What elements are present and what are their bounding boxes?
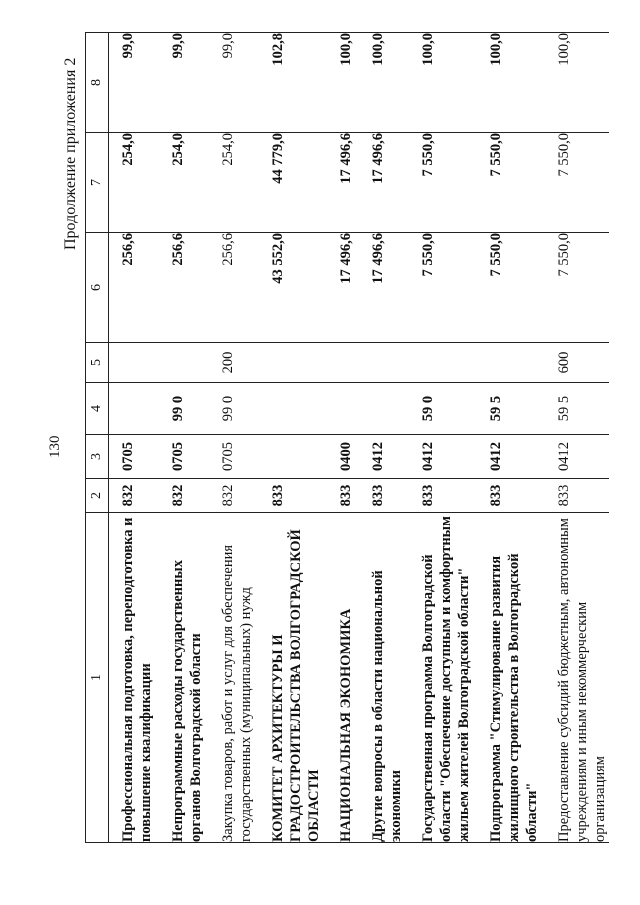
row-col-6: 256,6 — [159, 233, 209, 343]
row-col-6: 17 496,6 — [359, 233, 409, 343]
row-col-4 — [359, 383, 409, 435]
row-col-4 — [327, 383, 359, 435]
row-col-8: 99,0 — [109, 33, 160, 133]
row-col-7: 7 550,0 — [545, 133, 609, 233]
row-col-8: 100,0 — [359, 33, 409, 133]
row-col-4: 99 0 — [209, 383, 259, 435]
continuation-note: Продолжение приложения 2 — [62, 57, 79, 250]
row-name: Государственная программа Волгоградской области "Обеспечение доступным и комфортным жильем жителей Волгоградской области" — [409, 513, 477, 843]
row-col-4: 59 5 — [545, 383, 609, 435]
row-col-7: 7 550,0 — [477, 133, 545, 233]
row-col-2: 832 — [209, 479, 259, 513]
row-col-8: 99,0 — [209, 33, 259, 133]
row-col-4: 99 0 — [159, 383, 209, 435]
table-row — [477, 33, 545, 843]
row-col-7: 254,0 — [209, 133, 259, 233]
row-col-7: 44 779,0 — [259, 133, 327, 233]
col-header-7: 7 — [86, 133, 109, 233]
row-col-5 — [409, 343, 477, 383]
row-col-5: 200 — [209, 343, 259, 383]
row-col-8: 102,8 — [259, 33, 327, 133]
row-col-4 — [259, 383, 327, 435]
row-col-5: 600 — [545, 343, 609, 383]
row-col-6: 256,6 — [209, 233, 259, 343]
row-col-3: 0412 — [409, 435, 477, 479]
row-col-8: 100,0 — [545, 33, 609, 133]
table-row — [109, 33, 160, 843]
row-name: НАЦИОНАЛЬНАЯ ЭКОНОМИКА — [327, 513, 359, 843]
col-header-3: 3 — [86, 435, 109, 479]
row-col-6: 17 496,6 — [327, 233, 359, 343]
row-col-5 — [259, 343, 327, 383]
row-name: Другие вопросы в области национальной экономики — [359, 513, 409, 843]
col-header-5: 5 — [86, 343, 109, 383]
col-header-6: 6 — [86, 233, 109, 343]
row-col-5 — [159, 343, 209, 383]
row-col-2: 832 — [109, 479, 160, 513]
row-name: Предоставление субсидий бюджетным, автономным учреждениям и иным некоммерческим организациям — [545, 513, 609, 843]
row-col-8: 100,0 — [477, 33, 545, 133]
row-col-7: 17 496,6 — [359, 133, 409, 233]
row-col-2: 833 — [359, 479, 409, 513]
row-col-7: 254,0 — [159, 133, 209, 233]
row-col-3: 0412 — [545, 435, 609, 479]
row-col-3: 0412 — [477, 435, 545, 479]
row-col-2: 832 — [159, 479, 209, 513]
row-col-3: 0412 — [359, 435, 409, 479]
table-row — [409, 33, 477, 843]
col-header-2: 2 — [86, 479, 109, 513]
row-col-5 — [477, 343, 545, 383]
budget-table — [85, 32, 609, 843]
row-name: КОМИТЕТ АРХИТЕКТУРЫ И ГРАДОСТРОИТЕЛЬСТВА ВОЛГОГРАДСКОЙ ОБЛАСТИ — [259, 513, 327, 843]
table-row — [545, 33, 609, 843]
row-col-3: 0705 — [109, 435, 160, 479]
page-number: 130 — [47, 435, 63, 458]
col-header-8: 8 — [86, 33, 109, 133]
row-col-5 — [359, 343, 409, 383]
row-col-8: 100,0 — [327, 33, 359, 133]
row-col-2: 833 — [477, 479, 545, 513]
table-row — [327, 33, 359, 843]
row-col-4: 59 5 — [477, 383, 545, 435]
row-col-8: 100,0 — [409, 33, 477, 133]
row-name: Закупка товаров, работ и услуг для обеспечения государственных (муниципальных) нужд — [209, 513, 259, 843]
row-name: Профессиональная подготовка, переподготовка и повышение квалификации — [109, 513, 160, 843]
row-col-2: 833 — [409, 479, 477, 513]
row-col-5 — [327, 343, 359, 383]
row-col-3: 0705 — [209, 435, 259, 479]
table-row — [159, 33, 209, 843]
row-col-2: 833 — [259, 479, 327, 513]
row-col-7: 7 550,0 — [409, 133, 477, 233]
row-col-4 — [109, 383, 160, 435]
row-col-3 — [259, 435, 327, 479]
table-row — [359, 33, 409, 843]
row-col-6: 7 550,0 — [477, 233, 545, 343]
row-col-8: 99,0 — [159, 33, 209, 133]
row-col-3: 0400 — [327, 435, 359, 479]
row-name: Подпрограмма "Стимулирование развития жилищного строительства в Волгоградской области" — [477, 513, 545, 843]
row-col-2: 833 — [545, 479, 609, 513]
row-col-4: 59 0 — [409, 383, 477, 435]
row-col-3: 0705 — [159, 435, 209, 479]
col-header-4: 4 — [86, 383, 109, 435]
col-header-1: 1 — [86, 513, 109, 843]
row-col-5 — [109, 343, 160, 383]
row-col-7: 17 496,6 — [327, 133, 359, 233]
header-row — [86, 33, 109, 843]
table-row — [209, 33, 259, 843]
table-row — [259, 33, 327, 843]
row-col-2: 833 — [327, 479, 359, 513]
row-col-6: 256,6 — [109, 233, 160, 343]
row-col-6: 7 550,0 — [545, 233, 609, 343]
row-name: Непрограммные расходы государственных органов Волгоградской области — [159, 513, 209, 843]
row-col-6: 43 552,0 — [259, 233, 327, 343]
row-col-7: 254,0 — [109, 133, 160, 233]
row-col-6: 7 550,0 — [409, 233, 477, 343]
